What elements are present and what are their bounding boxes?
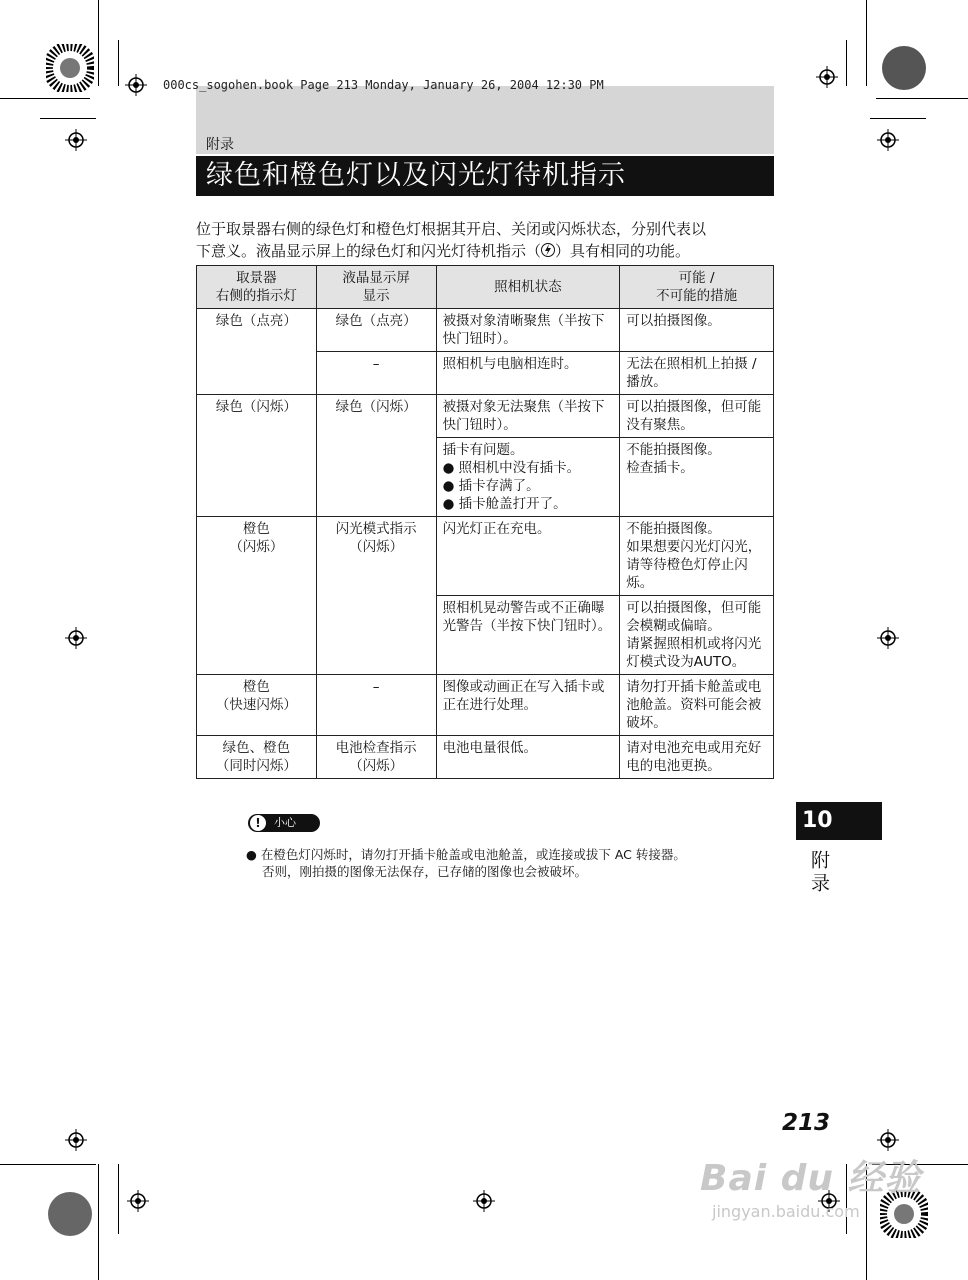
table-row bbox=[197, 395, 774, 438]
cell-action: 请勿打开插卡舱盖或电池舱盖。资料可能会被破坏。 bbox=[620, 675, 774, 736]
registration-mark-icon bbox=[65, 627, 87, 649]
crop-mark bbox=[866, 0, 867, 86]
registration-mark-icon bbox=[816, 66, 838, 88]
flash-icon bbox=[541, 242, 555, 258]
watermark bbox=[700, 1150, 922, 1221]
caution-label: 小心 bbox=[274, 816, 296, 829]
registration-mark-icon bbox=[877, 627, 899, 649]
header-lcd-display: 液晶显示屏 显示 bbox=[316, 266, 436, 309]
crop-mark bbox=[876, 98, 968, 99]
cell-lcd: 电池检查指示 （闪烁） bbox=[316, 736, 436, 779]
registration-mark-icon bbox=[125, 74, 147, 96]
color-wheel-icon bbox=[46, 44, 94, 92]
intro-paragraph bbox=[196, 218, 776, 262]
header-camera-status: 照相机状态 bbox=[436, 266, 620, 309]
chapter-number: 10 bbox=[796, 802, 882, 840]
print-header: 000cs_sogohen.book Page 213 Monday, January 26, 2004 12:30 PM bbox=[163, 78, 604, 92]
cell-indicator: 绿色（闪烁） bbox=[197, 395, 317, 517]
registration-mark-icon bbox=[127, 1190, 149, 1212]
cell-lcd: 绿色（闪烁） bbox=[316, 395, 436, 517]
header-band bbox=[196, 86, 774, 154]
section-label: 附录 bbox=[206, 137, 234, 153]
table-header-row bbox=[197, 266, 774, 309]
cell-action: 无法在照相机上拍摄 / 播放。 bbox=[620, 352, 774, 395]
cell-lcd: 绿色（点亮） bbox=[316, 309, 436, 352]
cell-status: 电池电量很低。 bbox=[436, 736, 620, 779]
indicator-table bbox=[196, 265, 774, 779]
intro-line2-before: 下意义。液晶显示屏上的绿色灯和闪光灯待机指示（ bbox=[196, 242, 542, 260]
watermark-url: jingyan.baidu.com bbox=[712, 1202, 860, 1221]
watermark-brand: Bai du 经验 bbox=[700, 1158, 922, 1199]
intro-line2-after: ）具有相同的功能。 bbox=[555, 242, 691, 260]
crop-mark bbox=[40, 118, 96, 119]
crop-mark bbox=[98, 0, 99, 86]
table-row bbox=[197, 675, 774, 736]
cell-action: 不能拍摄图像。 如果想要闪光灯闪光，请等待橙色灯停止闪烁。 bbox=[620, 517, 774, 596]
crop-mark bbox=[118, 40, 119, 86]
cell-action: 不能拍摄图像。 检查插卡。 bbox=[620, 438, 774, 517]
crop-mark bbox=[846, 40, 847, 86]
cell-lcd: – bbox=[316, 675, 436, 736]
cell-status: 被摄对象清晰聚焦（半按下快门钮时）。 bbox=[436, 309, 620, 352]
crop-mark bbox=[98, 1164, 99, 1280]
cell-indicator: 绿色、橙色 （同时闪烁） bbox=[197, 736, 317, 779]
table-row bbox=[197, 309, 774, 352]
cell-action: 可以拍摄图像，但可能没有聚焦。 bbox=[620, 395, 774, 438]
warning-icon: ! bbox=[250, 815, 266, 831]
crop-mark bbox=[0, 1164, 96, 1165]
cell-status: 图像或动画正在写入插卡或正在进行处理。 bbox=[436, 675, 620, 736]
registration-mark-icon bbox=[65, 1129, 87, 1151]
caution-badge bbox=[248, 814, 320, 832]
caution-line1: ● 在橙色灯闪烁时，请勿打开插卡舱盖或电池舱盖，或连接或拔下 AC 转接器。 bbox=[246, 847, 686, 862]
cell-indicator: 橙色 （闪烁） bbox=[197, 517, 317, 675]
cell-indicator: 橙色 （快速闪烁） bbox=[197, 675, 317, 736]
page-number: 213 bbox=[782, 1110, 831, 1136]
color-gray-patch-icon bbox=[46, 1190, 94, 1238]
cell-action: 可以拍摄图像，但可能会模糊或偏暗。 请紧握照相机或将闪光灯模式设为AUTO。 bbox=[620, 596, 774, 675]
registration-mark-icon bbox=[877, 129, 899, 151]
header-action: 可能 / 不可能的措施 bbox=[620, 266, 774, 309]
cell-status: 照相机晃动警告或不正确曝光警告（半按下快门钮时）。 bbox=[436, 596, 620, 675]
header-viewfinder-lamp: 取景器 右侧的指示灯 bbox=[197, 266, 317, 309]
cell-status: 照相机与电脑相连时。 bbox=[436, 352, 620, 395]
caution-text bbox=[246, 846, 786, 880]
caution-line2: 否则，刚拍摄的图像无法保存，已存储的图像也会被破坏。 bbox=[262, 864, 588, 879]
color-gray-patch-icon bbox=[880, 44, 928, 92]
table-row bbox=[197, 517, 774, 596]
table-row bbox=[197, 736, 774, 779]
registration-mark-icon bbox=[473, 1190, 495, 1212]
cell-action: 可以拍摄图像。 bbox=[620, 309, 774, 352]
page-title: 绿色和橙色灯以及闪光灯待机指示 bbox=[196, 156, 774, 196]
cell-lcd: 闪光模式指示 （闪烁） bbox=[316, 517, 436, 675]
cell-status: 闪光灯正在充电。 bbox=[436, 517, 620, 596]
cell-lcd: – bbox=[316, 352, 436, 395]
registration-mark-icon bbox=[877, 1129, 899, 1151]
intro-line1: 位于取景器右侧的绿色灯和橙色灯根据其开启、关闭或闪烁状态，分别代表以 bbox=[196, 220, 707, 238]
cell-status: 插卡有问题。 ● 照相机中没有插卡。 ● 插卡存满了。 ● 插卡舱盖打开了。 bbox=[436, 438, 620, 517]
chapter-label: 附录 bbox=[808, 850, 830, 896]
cell-indicator: 绿色（点亮） bbox=[197, 309, 317, 395]
crop-mark bbox=[0, 98, 90, 99]
registration-mark-icon bbox=[65, 129, 87, 151]
crop-mark bbox=[870, 118, 926, 119]
cell-action: 请对电池充电或用充好电的电池更换。 bbox=[620, 736, 774, 779]
crop-mark bbox=[118, 1164, 119, 1234]
cell-status: 被摄对象无法聚焦（半按下快门钮时）。 bbox=[436, 395, 620, 438]
